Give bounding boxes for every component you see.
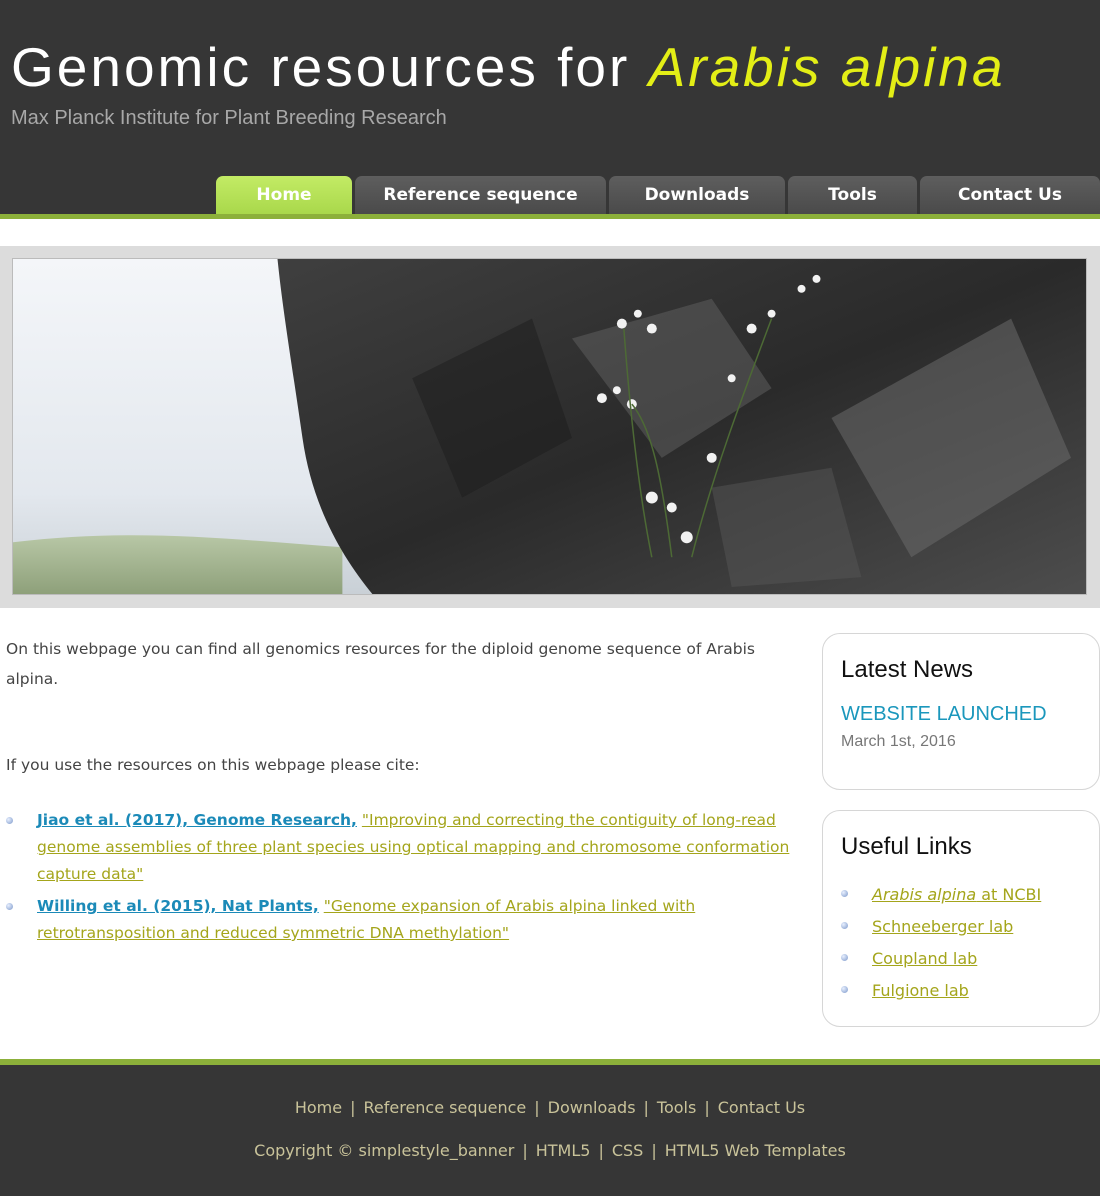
footer-link-tools[interactable]: Tools <box>656 1098 697 1117</box>
nav-tab-tools[interactable]: Tools <box>788 176 917 214</box>
header-divider <box>0 214 1100 219</box>
schneeberger-lab-link[interactable]: Schneeberger lab <box>872 917 1014 936</box>
footer-link-reference-sequence[interactable]: Reference sequence <box>363 1098 527 1117</box>
footer-nav: Home | Reference sequence | Downloads | Tools | Contact Us <box>294 1098 806 1117</box>
footer-link-html5[interactable]: HTML5 <box>535 1141 591 1160</box>
useful-link-item <box>841 977 1041 1009</box>
main-content <box>6 634 796 952</box>
reference-list <box>6 807 796 947</box>
useful-links-box <box>822 810 1100 1027</box>
bullet-icon <box>841 986 848 993</box>
news-item-title: WEBSITE LAUNCHED <box>841 703 1047 725</box>
footer-link-css[interactable]: CSS <box>611 1141 644 1160</box>
latest-news-box <box>822 633 1100 790</box>
banner <box>0 246 1100 608</box>
ncbi-link-species: Arabis alpina <box>872 885 977 904</box>
latest-news-heading: Latest News <box>841 656 974 683</box>
footer-link-downloads[interactable]: Downloads <box>547 1098 636 1117</box>
useful-link-item <box>841 913 1041 945</box>
footer-copyright: Copyright © simplestyle_banner | HTML5 | CSS | HTML5 Web Templates <box>254 1141 846 1160</box>
nav-tab-home[interactable]: Home <box>216 176 352 214</box>
banner-grass <box>13 535 342 594</box>
reference-author-link[interactable]: Willing et al. (2015), Nat Plants, <box>37 897 319 915</box>
reference-item <box>6 893 796 947</box>
reference-author-link[interactable]: Jiao et al. (2017), Genome Research, <box>37 811 357 829</box>
bullet-icon <box>6 817 13 824</box>
bullet-icon <box>841 922 848 929</box>
bullet-icon <box>841 890 848 897</box>
site-title-species: Arabis alpina <box>648 36 1006 98</box>
intro-text: On this webpage you can find all genomics resources for the diploid genome sequence of Arabis alpina. <box>6 640 755 688</box>
bullet-icon <box>841 954 848 961</box>
useful-links-list <box>841 881 1041 1009</box>
news-item-date: March 1st, 2016 <box>841 733 956 750</box>
useful-link-item <box>841 881 1041 913</box>
copyright-text: Copyright © simplestyle_banner <box>254 1141 515 1160</box>
nav-tab-reference-sequence[interactable]: Reference sequence <box>355 176 606 214</box>
reference-title-link[interactable]: "Genome expansion of Arabis alpina linked with retrotransposition and reduced symmetric DNA methylation" <box>37 897 696 942</box>
footer-link-contact-us[interactable]: Contact Us <box>717 1098 806 1117</box>
nav-tab-contact-us[interactable]: Contact Us <box>920 176 1100 214</box>
ncbi-link[interactable] <box>872 885 1041 904</box>
bullet-icon <box>6 903 13 910</box>
site-header <box>0 0 1100 219</box>
reference-title-link[interactable]: "Improving and correcting the contiguity of long-read genome assemblies of three plant species using optical mapping and chromosome conformation capture data" <box>37 811 790 883</box>
footer-link-home[interactable]: Home <box>294 1098 343 1117</box>
main-nav <box>0 176 1100 214</box>
site-subtitle: Max Planck Institute for Plant Breeding Research <box>11 107 447 129</box>
coupland-lab-link[interactable]: Coupland lab <box>872 949 978 968</box>
ncbi-link-suffix: at NCBI <box>976 885 1042 904</box>
footer-link-html5-web-templates[interactable]: HTML5 Web Templates <box>664 1141 846 1160</box>
reference-item <box>6 807 796 888</box>
site-title-main: Genomic resources for <box>11 36 649 98</box>
useful-link-item <box>841 945 1041 977</box>
site-footer <box>0 1065 1100 1196</box>
fulgione-lab-link[interactable]: Fulgione lab <box>872 981 969 1000</box>
nav-tab-downloads[interactable]: Downloads <box>609 176 785 214</box>
useful-links-heading: Useful Links <box>841 833 972 860</box>
cite-lead-text: If you use the resources on this webpage please cite: <box>6 756 420 774</box>
site-title[interactable] <box>11 36 1006 98</box>
banner-image <box>12 258 1087 595</box>
